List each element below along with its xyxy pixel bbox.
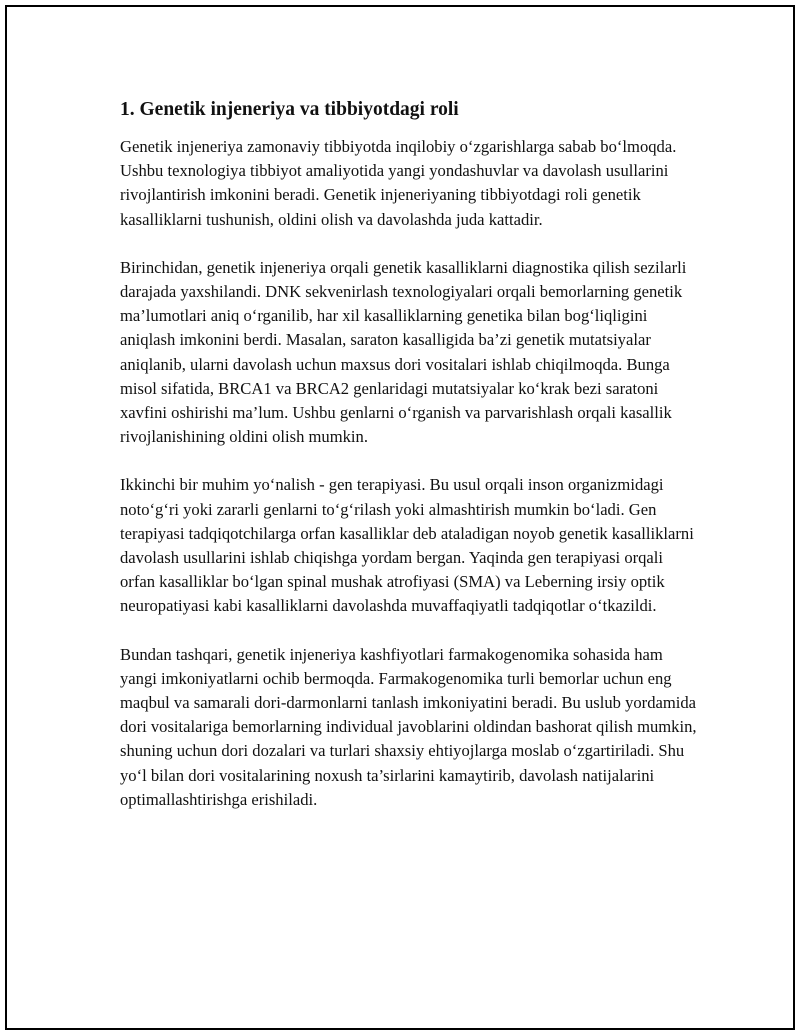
section-heading: 1. Genetik injeneriya va tibbiyotdagi roli <box>120 99 459 120</box>
paragraph-intro: Genetik injeneriya zamonaviy tibbiyotda inqilobiy o‘zgarishlarga sabab bo‘lmoqda. Ushbu texnologiya tibbiyot amaliyotida yangi yondashuvlar va davolash usullarini rivojlantirish imkonini beradi. Genetik injeneriyaning tibbiyotdagi roli genetik kasalliklarni tushunish, oldini olish va davolashda juda kattadir. <box>120 137 677 229</box>
paragraph-pharmacogenomics: Bundan tashqari, genetik injeneriya kashfiyotlari farmakogenomika sohasida ham yangi imkoniyatlarni ochib bermoqda. Farmakogenomika turli bemorlar uchun eng maqbul va samarali dori-darmonlarni tanlash imkoniyatini beradi. Bu uslub yordamida dori vositalariga bemorlarning individual javoblarini oldindan bashorat qilish mumkin, shuning uchun dori dozalari va turlari shaxsiy ehtiyojlarga moslab o‘zgartiriladi. Shu yo‘l bilan dori vositalarining noxush ta’sirlarini kamaytirib, davolash natijalarini optimallashtirishga erishiladi. <box>120 644 697 809</box>
page-frame <box>5 5 795 1030</box>
paragraph-diagnostics: Birinchidan, genetik injeneriya orqali genetik kasalliklarni diagnostika qilish sezilarli darajada yaxshilandi. DNK sekvenirlash texnologiyalari orqali bemorlarning genetik ma’lumotlari aniq o‘rganilib, har xil kasalliklarning genetika bilan bog‘liqligini aniqlash imkonini berdi. Masalan, saraton kasalligida ba’zi genetik mutatsiyalar aniqlanib, ularni davolash uchun maxsus dori vositalari ishlab chiqilmoqda. Bunga misol sifatida, BRCA1 va BRCA2 genlaridagi mutatsiyalar ko‘krak bezi saratoni xavfini oshirishi ma’lum. Ushbu genlarni o‘rganish va parvarishlash orqali kasallik rivojlanishining oldini olish mumkin. <box>120 257 687 447</box>
paragraph-gene-therapy: Ikkinchi bir muhim yo‘nalish - gen terapiyasi. Bu usul orqali inson organizmidagi noto‘g‘ri yoki zararli genlarni to‘g‘rilash yoki almashtirish mumkin bo‘ladi. Gen terapiyasi tadqiqotchilarga orfan kasalliklar deb ataladigan noyob genetik kasalliklarni davolash usullarini ishlab chiqishga yordam bergan. Yaqinda gen terapiyasi orqali orfan kasalliklar bo‘lgan spinal mushak atrofiyasi (SMA) va Leberning irsiy optik neuropatiyasi kabi kasalliklarni davolashda muvaffaqiyatli tadqiqotlar o‘tkazildi. <box>120 475 694 616</box>
document-body <box>120 96 700 836</box>
